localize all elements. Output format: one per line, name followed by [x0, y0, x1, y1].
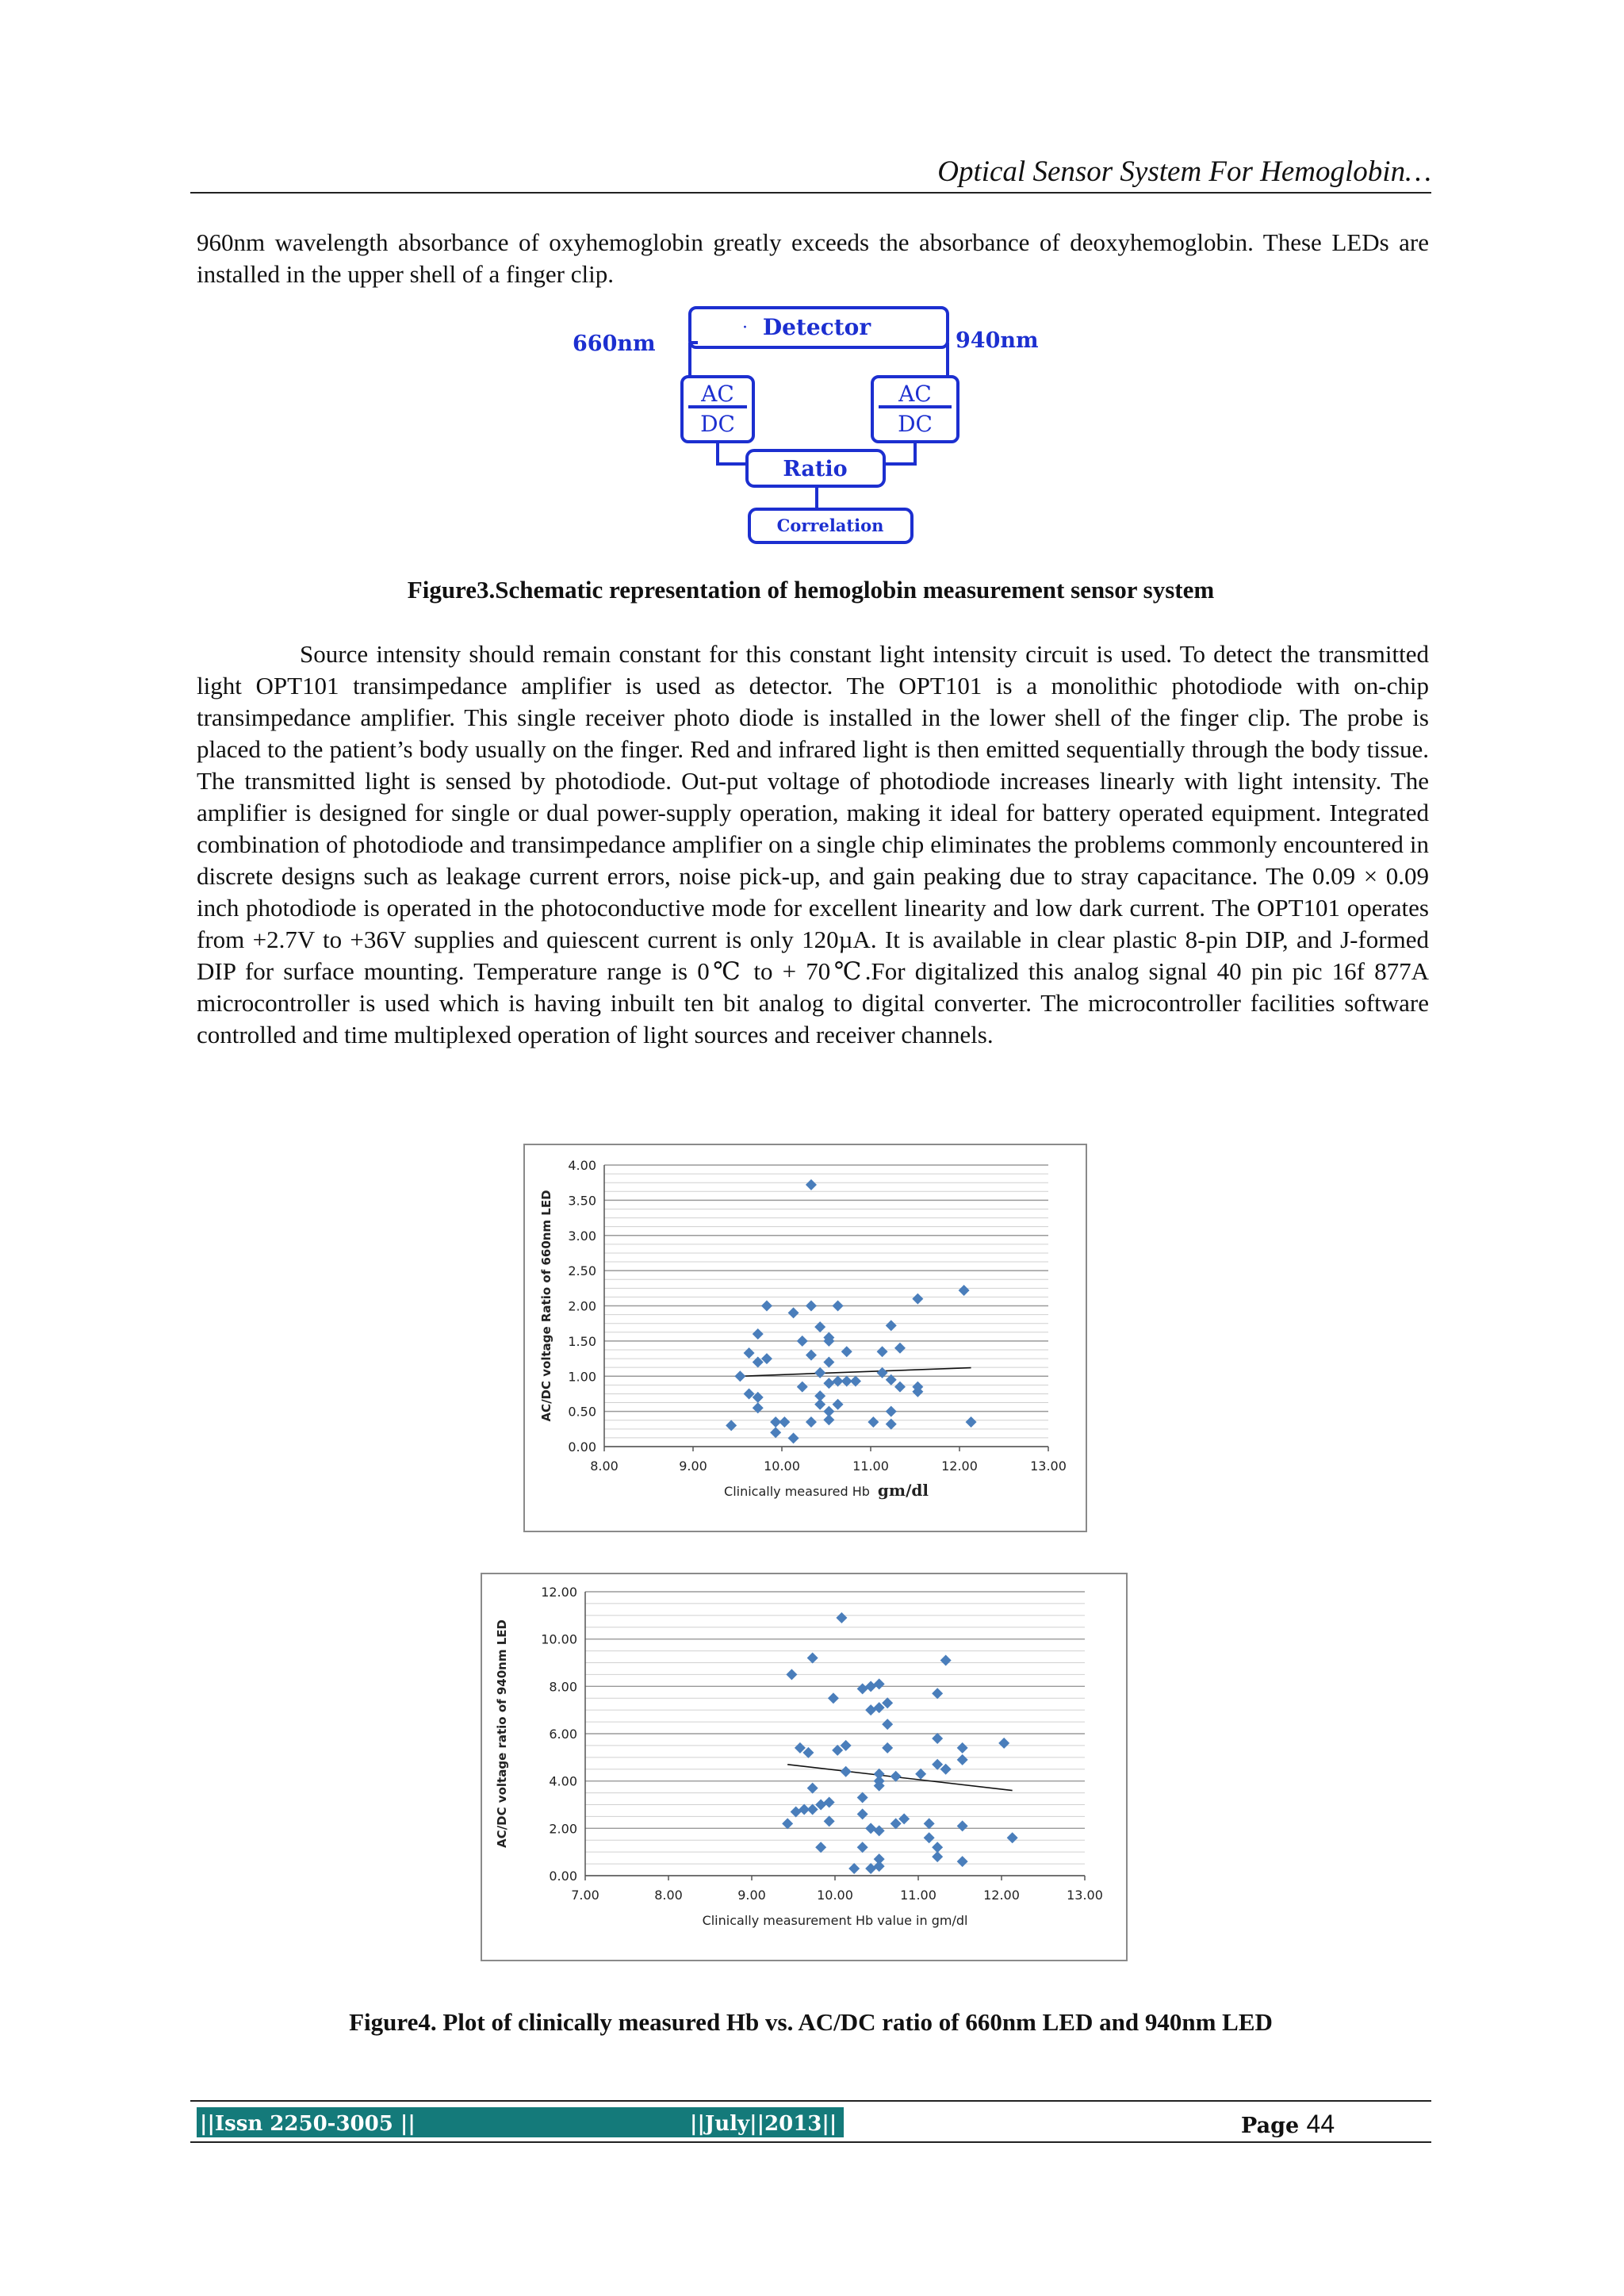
- chart-940nm: [482, 1574, 1126, 1960]
- footer-page-label: Page: [1241, 2114, 1307, 2138]
- y-tick-label: 2.50: [568, 1263, 596, 1279]
- footer-page-number: 44: [1306, 2110, 1335, 2138]
- data-point: [779, 1416, 790, 1428]
- footer-page: [1241, 2110, 1335, 2139]
- x-tick-label: 8.00: [590, 1458, 619, 1474]
- data-point: [782, 1818, 793, 1829]
- data-point: [833, 1301, 844, 1312]
- x-tick-label: 9.00: [737, 1888, 766, 1903]
- data-point: [865, 1863, 876, 1874]
- x-tick-label: 13.00: [1030, 1458, 1067, 1474]
- data-point: [874, 1825, 885, 1836]
- wavelength-660-label: 660nm: [573, 332, 656, 356]
- data-point: [882, 1719, 893, 1730]
- data-point: [868, 1416, 879, 1428]
- y-tick-label: 0.00: [549, 1869, 577, 1884]
- detector-dot: ·: [742, 318, 748, 338]
- data-point: [1007, 1832, 1018, 1843]
- chart-940nm-frame: [481, 1573, 1128, 1961]
- data-point: [912, 1294, 923, 1305]
- data-point: [833, 1399, 844, 1410]
- figure4-caption: Figure4. Plot of clinically measured Hb vs. AC/DC ratio of 660nm LED and 940nm LED: [349, 2008, 1273, 2036]
- y-tick-label: 4.00: [568, 1158, 596, 1173]
- data-point: [761, 1301, 772, 1312]
- y-tick-label: 2.00: [549, 1821, 577, 1837]
- y-axis-label: AC/DC voltage ratio of 940nm LED: [495, 1619, 509, 1848]
- y-tick-label: 1.00: [568, 1369, 596, 1385]
- left-ac-label: AC: [701, 381, 734, 407]
- x-axis-unit: gm/dl: [877, 1481, 929, 1500]
- data-point: [966, 1416, 977, 1428]
- data-point: [797, 1382, 808, 1393]
- data-point: [807, 1653, 818, 1664]
- data-point: [886, 1406, 897, 1417]
- data-point: [957, 1856, 968, 1867]
- data-point: [924, 1832, 935, 1843]
- data-point: [924, 1818, 935, 1829]
- data-point: [807, 1783, 818, 1794]
- data-point: [824, 1815, 835, 1826]
- data-point: [841, 1346, 852, 1357]
- data-point: [753, 1328, 764, 1340]
- data-point: [823, 1414, 834, 1425]
- data-point: [744, 1347, 755, 1359]
- data-point: [857, 1683, 868, 1694]
- x-tick-label: 12.00: [983, 1888, 1020, 1903]
- data-point: [865, 1681, 876, 1692]
- chart-660nm-frame: [523, 1144, 1087, 1532]
- data-point: [824, 1797, 835, 1808]
- y-tick-label: 0.50: [568, 1404, 596, 1420]
- x-tick-label: 11.00: [852, 1458, 889, 1474]
- left-to-ratio-line: [718, 442, 747, 464]
- data-point: [823, 1378, 834, 1389]
- running-header: [190, 155, 1431, 193]
- data-point: [874, 1678, 885, 1689]
- intro-paragraph: 960nm wavelength absorbance of oxyhemoglobin greatly exceeds the absorbance of deoxyhemoglobin. These LEDs are installed in the upper shell of a finger clip.: [197, 228, 1429, 288]
- right-ac-label: AC: [898, 381, 932, 407]
- y-tick-label: 0.00: [568, 1439, 596, 1455]
- x-tick-label: 7.00: [571, 1888, 599, 1903]
- y-tick-label: 10.00: [541, 1631, 577, 1647]
- data-point: [814, 1399, 825, 1410]
- data-point: [865, 1704, 876, 1715]
- data-point: [791, 1806, 802, 1817]
- header-rule: [190, 192, 1431, 194]
- y-tick-label: 2.00: [568, 1298, 596, 1314]
- data-point: [788, 1432, 799, 1443]
- data-point: [786, 1669, 797, 1680]
- data-point: [848, 1863, 860, 1874]
- y-tick-label: 8.00: [549, 1679, 577, 1695]
- data-point: [886, 1320, 897, 1331]
- data-point: [932, 1688, 943, 1699]
- data-point: [806, 1416, 817, 1428]
- data-point: [857, 1792, 868, 1803]
- y-tick-label: 3.00: [568, 1228, 596, 1244]
- data-point: [734, 1370, 745, 1382]
- footer-rule-bottom: [190, 2141, 1431, 2143]
- footer-date: ||July||2013||: [690, 2112, 837, 2136]
- data-point: [915, 1769, 926, 1780]
- data-point: [828, 1692, 839, 1704]
- data-point: [957, 1742, 968, 1754]
- y-tick-label: 12.00: [541, 1585, 577, 1600]
- data-point: [841, 1766, 852, 1777]
- data-point: [836, 1612, 847, 1623]
- ratio-label: Ratio: [783, 457, 848, 481]
- x-tick-label: 13.00: [1067, 1888, 1103, 1903]
- data-point: [957, 1820, 968, 1831]
- data-point: [957, 1754, 968, 1765]
- y-tick-label: 3.50: [568, 1193, 596, 1209]
- data-point: [932, 1851, 943, 1862]
- data-point: [797, 1336, 808, 1347]
- x-axis-label: Clinically measured Hb gm/dl: [724, 1481, 929, 1500]
- body-paragraph: Source intensity should remain constant for this constant light intensity circuit is used. To detect the transmitted light OPT101 transimpedance amplifier is used as detector. The OPT101 is a monolithic photodiode with on-chip transimpedance amplifier. This single receiver photo diode is installed in the lower shell of the finger clip. The probe is placed to the patient’s body usually on the finger. Red and infrared light is then emitted sequentially through the body tissue. The transmitted light is sensed by photodiode. Out-put voltage of photodiode increases linearly with light intensity. The amplifier is designed for single or dual power-supply operation, making it ideal for battery operated equipment. Integrated combination of photodiode and transimpedance amplifier on a single chip eliminates the problems commonly encountered in discrete designs such as leakage current errors, noise pick-up, and gain peaking due to stray capacitance. The 0.09 × 0.09 inch photodiode is operated in the photoconductive mode for excellent linearity and low dark current. The OPT101 operates from +2.7V to +36V supplies and quiescent current is only 120µA. It is available in clear plastic 8-pin DIP, and J-formed DIP for surface mounting. Temperature range is 0℃ to + 70℃.For digitalized this analog signal 40 pin pic 16f 877A microcontroller is used which is having inbuilt ten bit analog to digital converter. The microcontroller facilities software controlled and time multiplexed operation of light sources and receiver channels.: [197, 640, 1429, 1048]
- data-point: [857, 1842, 868, 1853]
- x-axis-label: Clinically measurement Hb value in gm/dl: [702, 1913, 968, 1928]
- correlation-label: Correlation: [776, 516, 884, 535]
- data-point: [998, 1738, 1009, 1749]
- data-point: [806, 1301, 817, 1312]
- data-point: [940, 1655, 952, 1666]
- data-point: [874, 1861, 885, 1872]
- wavelength-940-label: 940nm: [956, 328, 1039, 353]
- trendline: [740, 1368, 971, 1377]
- data-point: [857, 1808, 868, 1819]
- x-tick-label: 8.00: [654, 1888, 683, 1903]
- sensor-block-diagram: [555, 301, 1078, 563]
- x-tick-label: 12.00: [941, 1458, 978, 1474]
- footer-rule-top: [190, 2100, 1431, 2102]
- data-point: [806, 1179, 817, 1190]
- x-tick-label: 10.00: [817, 1888, 853, 1903]
- running-header-title: Optical Sensor System For Hemoglobin…: [937, 155, 1431, 188]
- data-point: [894, 1382, 906, 1393]
- y-tick-label: 1.50: [568, 1333, 596, 1349]
- x-tick-label: 9.00: [679, 1458, 707, 1474]
- right-dc-label: DC: [898, 411, 933, 437]
- data-point: [894, 1343, 906, 1354]
- data-point: [932, 1733, 943, 1744]
- data-point: [788, 1307, 799, 1318]
- data-point: [891, 1771, 902, 1782]
- data-point: [882, 1742, 893, 1754]
- data-point: [815, 1842, 826, 1853]
- detector-label: Detector: [762, 314, 871, 340]
- data-point: [959, 1285, 970, 1296]
- y-tick-label: 6.00: [549, 1727, 577, 1742]
- x-tick-label: 11.00: [900, 1888, 936, 1903]
- right-to-ratio-line: [884, 442, 915, 464]
- data-point: [865, 1823, 876, 1834]
- chart-660nm: [525, 1145, 1086, 1531]
- y-tick-label: 4.00: [549, 1773, 577, 1789]
- figure3-caption: Figure3.Schematic representation of hemoglobin measurement sensor system: [407, 576, 1215, 604]
- x-tick-label: 10.00: [764, 1458, 800, 1474]
- y-axis-label: AC/DC voltage Ratio of 660nm LED: [539, 1190, 553, 1422]
- left-dc-label: DC: [700, 411, 735, 437]
- data-point: [932, 1842, 943, 1853]
- footer-issn: ||Issn 2250-3005 ||: [200, 2112, 416, 2136]
- data-point: [877, 1346, 888, 1357]
